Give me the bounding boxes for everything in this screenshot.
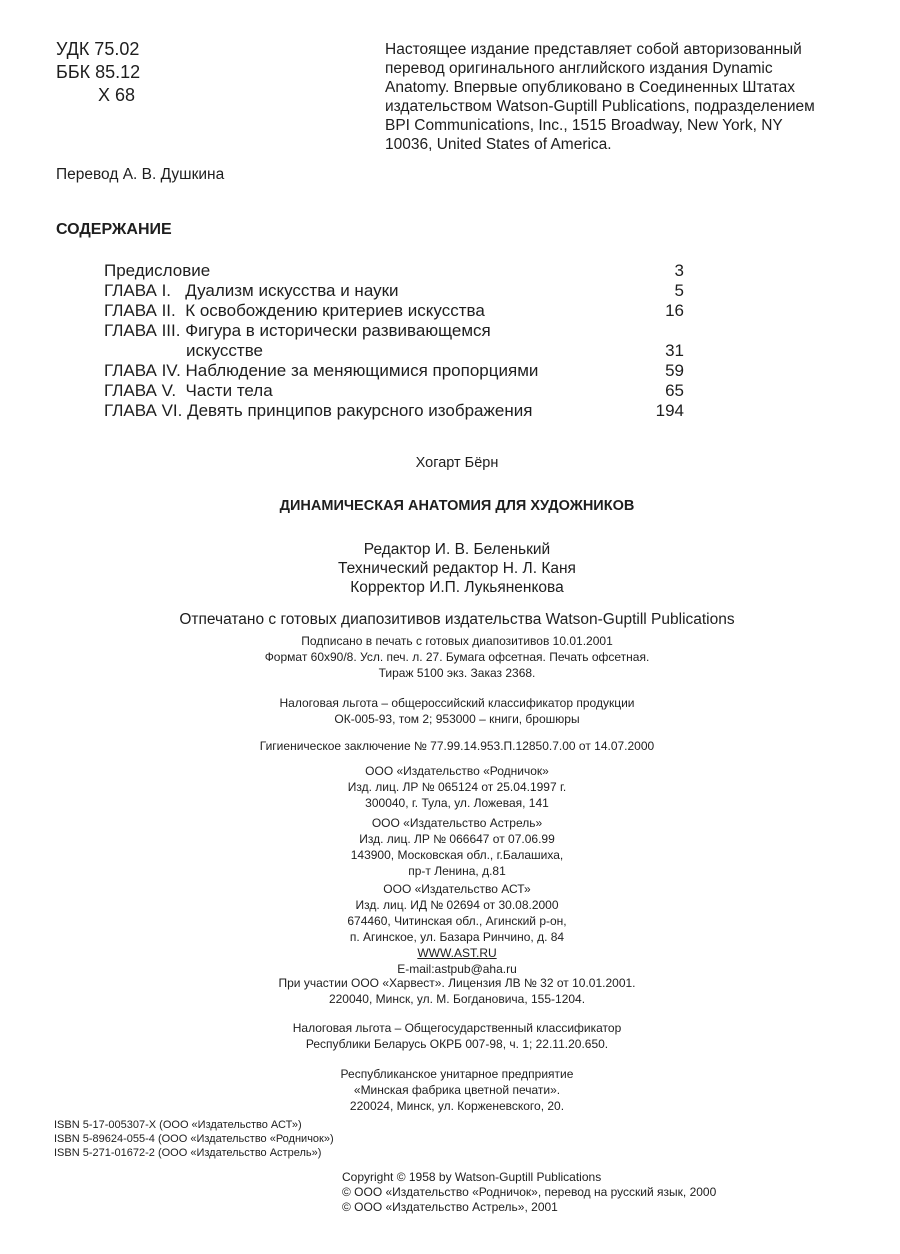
notice-line: BPI Communications, Inc., 1515 Broadway, New York, NY xyxy=(385,117,783,134)
publisher-email: E-mail:astpub@aha.ru xyxy=(397,962,517,976)
imprint-line: «Минская фабрика цветной печати». xyxy=(353,1083,561,1097)
imprint-line: Изд. лиц. ЛР № 065124 от 25.04.1997 г. xyxy=(347,780,567,794)
toc-entry-page: 31 xyxy=(665,341,684,360)
toc-heading: СОДЕРЖАНИЕ xyxy=(56,221,172,238)
toc-entry-title: ГЛАВА IV. Наблюдение за меняющимися пропорциями xyxy=(104,361,539,380)
toc-entry-page: 16 xyxy=(665,301,684,320)
isbn-line: ISBN 5-89624-055-4 (ООО «Издательство «Родничок») xyxy=(54,1133,334,1145)
toc-entry xyxy=(104,401,684,421)
toc-entry-title: ГЛАВА III. Фигура в исторически развивающемся xyxy=(104,321,491,340)
publisher-rodnichok xyxy=(0,763,900,811)
imprint-line: Подписано в печать с готовых диапозитивов 10.01.2001 xyxy=(301,634,613,648)
imprint-line: п. Агинское, ул. Базара Ринчино, д. 84 xyxy=(349,930,565,944)
imprint-line: Республики Беларусь ОКРБ 007-98, ч. 1; 22.11.20.650. xyxy=(305,1037,609,1051)
notice-line: издательством Watson-Guptill Publications, подразделением xyxy=(385,98,815,115)
toc-entry-title: ГЛАВА V. Части тела xyxy=(104,381,273,400)
translator-credit: Перевод А. В. Душкина xyxy=(56,166,225,183)
imprint-line: ООО «Издательство Астрель» xyxy=(371,816,543,830)
udk-code: УДК 75.02 xyxy=(56,39,140,59)
imprint-line: ООО «Издательство «Родничок» xyxy=(365,764,549,778)
copyright-line: © ООО «Издательство Астрель», 2001 xyxy=(342,1200,558,1214)
copyright-line: © ООО «Издательство «Родничок», перевод на русский язык, 2000 xyxy=(342,1185,717,1199)
imprint-line: ООО «Издательство АСТ» xyxy=(383,882,531,896)
notice-line: Anatomy. Впервые опубликовано в Соединенных Штатах xyxy=(385,79,796,96)
imprint-line: 300040, г. Тула, ул. Ложевая, 141 xyxy=(365,796,549,810)
imprint-line: При участии ООО «Харвест». Лицензия ЛВ № 32 от 10.01.2001. xyxy=(278,976,636,990)
tax-benefit-belarus xyxy=(0,1020,900,1052)
notice-line: перевод оригинального английского издания Dynamic xyxy=(385,60,773,77)
toc-entry-page: 5 xyxy=(674,281,684,300)
imprint-line: 220040, Минск, ул. М. Богдановича, 155-1204. xyxy=(328,992,586,1006)
authorization-notice xyxy=(385,40,885,154)
imprint-line: ОК-005-93, том 2; 953000 – книги, брошюры xyxy=(334,712,580,726)
toc-entry-title: ГЛАВА I. Дуализм искусства и науки xyxy=(104,281,399,300)
toc-entry xyxy=(104,381,684,401)
toc-entry-title: Предисловие xyxy=(104,261,211,280)
imprint-line: Налоговая льгота – Общегосударственный классификатор xyxy=(292,1021,622,1035)
printed-from-note: Отпечатано с готовых диапозитивов издательства Watson-Guptill Publications xyxy=(179,611,735,628)
author-name: Хогарт Бёрн xyxy=(415,455,499,471)
tax-benefit xyxy=(0,695,900,727)
publisher-ast xyxy=(0,881,900,977)
publisher-astrel xyxy=(0,815,900,879)
imprint-line: 674460, Читинская обл., Агинский р-он, xyxy=(347,914,567,928)
print-details xyxy=(0,633,900,681)
imprint-line: 143900, Московская обл., г.Балашиха, xyxy=(350,848,564,862)
editor-credits xyxy=(0,540,900,597)
book-title: ДИНАМИЧЕСКАЯ АНАТОМИЯ ДЛЯ ХУДОЖНИКОВ xyxy=(279,498,635,514)
printer-info xyxy=(0,1066,900,1114)
table-of-contents xyxy=(104,261,684,421)
toc-entry xyxy=(104,301,684,321)
notice-line: Настоящее издание представляет собой авторизованный xyxy=(385,41,802,58)
editor-line: Технический редактор Н. Л. Каня xyxy=(338,560,576,577)
imprint-line: 220024, Минск, ул. Корженевского, 20. xyxy=(349,1099,565,1113)
publisher-website-link[interactable]: WWW.AST.RU xyxy=(417,946,497,960)
imprint-line: пр-т Ленина, д.81 xyxy=(408,864,506,878)
editor-line: Корректор И.П. Лукьяненкова xyxy=(350,579,564,596)
toc-entry xyxy=(104,321,684,341)
toc-entry-title: ГЛАВА II. К освобождению критериев искусства xyxy=(104,301,485,320)
imprint-line: Формат 60х90/8. Усл. печ. л. 27. Бумага офсетная. Печать офсетная. xyxy=(264,650,650,664)
isbn-line: ISBN 5-271-01672-2 (ООО «Издательство Астрель») xyxy=(54,1147,322,1159)
author-mark: Х 68 xyxy=(98,85,136,105)
toc-entry-title: искусстве xyxy=(186,341,264,360)
toc-entry-page: 59 xyxy=(665,361,684,380)
hygiene-certificate: Гигиеническое заключение № 77.99.14.953.П.12850.7.00 от 14.07.2000 xyxy=(259,739,655,753)
toc-entry xyxy=(104,281,684,301)
imprint-line: Тираж 5100 экз. Заказ 2368. xyxy=(378,666,536,680)
toc-entry xyxy=(104,361,684,381)
toc-entry-page: 65 xyxy=(665,381,684,400)
notice-line: 10036, United States of America. xyxy=(385,136,612,153)
imprint-line: Изд. лиц. ЛР № 066647 от 07.06.99 xyxy=(359,832,555,846)
bbk-code: ББК 85.12 xyxy=(56,62,141,82)
editor-line: Редактор И. В. Беленький xyxy=(363,541,551,558)
classification-codes xyxy=(56,38,140,107)
isbn-line: ISBN 5-17-005307-X (ООО «Издательство АСТ») xyxy=(54,1119,302,1131)
toc-entry-page: 3 xyxy=(674,261,684,280)
kharvest-participation xyxy=(0,975,900,1007)
imprint-line: Республиканское унитарное предприятие xyxy=(340,1067,574,1081)
copyright-notice xyxy=(342,1170,716,1215)
imprint-line: Налоговая льгота – общероссийский классификатор продукции xyxy=(279,696,635,710)
copyright-line: Copyright © 1958 by Watson-Guptill Publications xyxy=(342,1170,602,1184)
imprint-line: Изд. лиц. ИД № 02694 от 30.08.2000 xyxy=(355,898,559,912)
toc-entry xyxy=(104,341,684,361)
toc-entry-title: ГЛАВА VI. Девять принципов ракурсного изображения xyxy=(104,401,533,420)
toc-entry-page: 194 xyxy=(655,401,684,420)
isbn-list xyxy=(54,1118,334,1160)
toc-entry xyxy=(104,261,684,281)
